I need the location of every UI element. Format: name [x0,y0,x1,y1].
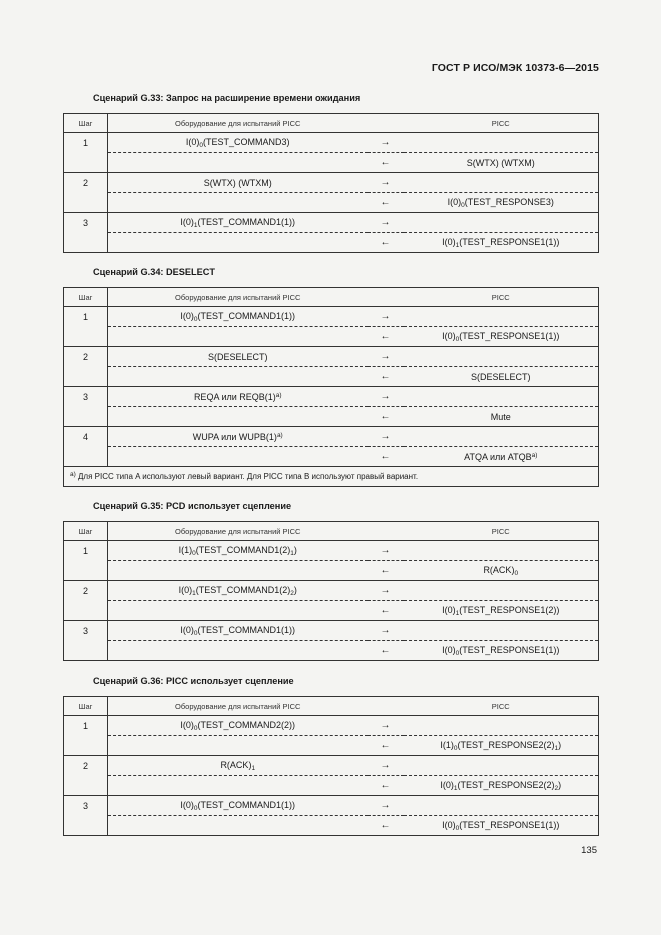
step-number: 2 [64,347,108,387]
scenario-g35 [63,501,599,661]
table-row [64,427,599,447]
header-row [64,114,599,133]
table-body [64,716,599,836]
picc-response [404,447,599,467]
cell-text-part: 0 [192,549,196,557]
arrow-right-icon: → [368,581,404,601]
picc-response: S(DESELECT) [404,367,599,387]
column-header-step: Шаг [64,288,108,307]
table-row [64,387,599,407]
scenario-title: Сценарий G.36: PICC использует сцепление [93,676,294,686]
picc-response: Mute [404,407,599,427]
pcd-command [108,736,368,756]
arrow-right-icon: → [368,387,404,407]
picc-response [404,621,599,641]
cell-text-part: (TEST_COMMAND3) [203,136,290,147]
picc-response [404,756,599,776]
cell-text-part: 0 [193,724,198,732]
cell-text-part: I(0) [180,216,194,227]
column-header-picc: PICC [404,288,599,307]
cell-text-part: R(ACK) [483,564,515,575]
table-row [64,233,599,253]
arrow-left-icon: ← [368,816,404,836]
arrow-left-icon: ← [368,601,404,621]
protocol-table [63,696,599,836]
table-footnote [64,467,599,487]
cell-text-part: (TEST_RESPONSE1(2)) [459,604,560,615]
picc-response [404,601,599,621]
picc-response [404,427,599,447]
column-header-step: Шаг [64,697,108,716]
pcd-command [108,621,368,641]
arrow-right-icon: → [368,796,404,816]
column-header-picc: PICC [404,114,599,133]
cell-text-part: 1 [192,589,196,597]
arrow-left-icon: ← [368,641,404,661]
pcd-command [108,153,368,173]
cell-text-part: ) [558,779,562,790]
cell-text-part: 1 [290,549,294,557]
protocol-table [63,521,599,661]
pcd-command [108,756,368,776]
table-head [64,288,599,307]
cell-text-part: (TEST_RESPONSE1(1)) [459,236,560,247]
cell-text-part: 0 [453,744,458,752]
cell-text-part: 1 [453,784,458,792]
pcd-command [108,561,368,581]
table-row [64,621,599,641]
cell-text-part: I(1) [178,544,193,555]
cell-text-part: I(0) [178,584,193,595]
cell-text-part: 0 [461,201,465,209]
pcd-command [108,193,368,213]
cell-text-part: 2 [554,784,559,792]
picc-response [404,716,599,736]
picc-response [404,387,599,407]
picc-response [404,307,599,327]
table-row [64,307,599,327]
scenario-g36 [63,676,599,836]
cell-text-part: (TEST_COMMAND1(1)) [197,799,296,810]
pcd-command [108,776,368,796]
cell-text-part: a) [531,451,538,459]
cell-text-part: 0 [455,335,460,343]
picc-response: S(WTX) (WTXM) [404,153,599,173]
table-row [64,601,599,621]
cell-text-part: (TEST_COMMAND1(1)) [197,216,296,227]
step-number: 3 [64,621,108,661]
cell-text-part: 1 [251,764,256,772]
step-number: 1 [64,307,108,347]
pcd-command [108,387,368,407]
pcd-command [108,641,368,661]
arrow-right-icon: → [368,173,404,193]
cell-text-part: (TEST_COMMAND2(2)) [197,719,296,730]
column-header-pcd: Оборудование для испытаний PICC [108,288,368,307]
arrow-right-icon: → [380,720,391,731]
page-number: 135 [581,845,597,856]
cell-text-part: (TEST_COMMAND1(1)) [197,624,296,635]
arrow-left-icon: ← [368,233,404,253]
arrow-left-icon: ← [368,447,404,467]
cell-text-part: 1 [554,744,559,752]
step-number: 4 [64,427,108,467]
cell-text-part: (TEST_COMMAND1(1)) [197,310,296,321]
picc-response [404,736,599,756]
column-header-direction [368,288,404,307]
arrow-left-icon: ← [368,407,404,427]
cell-text-part: 1 [455,241,460,249]
table-row [64,816,599,836]
pcd-command [108,233,368,253]
table-note-row [64,467,599,487]
pcd-command [108,816,368,836]
table-row [64,347,599,367]
arrow-right-icon: → [380,137,391,148]
cell-text-part: I(0) [447,196,462,207]
cell-text-part: REQA или REQB(1) [193,391,276,402]
table-row [64,756,599,776]
pcd-command [108,447,368,467]
cell-text-part: 0 [193,629,198,637]
cell-text-part: (TEST_RESPONSE1(1)) [459,330,560,341]
cell-text-part: 0 [193,315,198,323]
cell-text-part: (TEST_RESPONSE3) [464,196,554,207]
picc-response [404,213,599,233]
cell-text-part: I(1) [440,739,454,750]
arrow-right-icon: → [368,756,404,776]
picc-response [404,541,599,561]
step-number: 2 [64,581,108,621]
step-number: 3 [64,796,108,836]
table-head [64,697,599,716]
cell-text-part: (TEST_COMMAND1(2) [195,544,291,555]
header-row [64,697,599,716]
picc-response [404,133,599,153]
pcd-command [108,796,368,816]
table-body [64,133,599,253]
cell-text-part: 0 [193,804,198,812]
cell-text-part: WUPA или WUPB(1) [192,431,277,442]
column-header-picc: PICC [404,697,599,716]
arrow-right-icon: → [380,311,391,322]
picc-response [404,776,599,796]
pcd-command [108,716,368,736]
cell-text-part: I(0) [180,310,194,321]
column-header-direction [368,697,404,716]
column-header-step: Шаг [64,522,108,541]
table-row [64,327,599,347]
picc-response [404,581,599,601]
table-row [64,447,599,467]
cell-text-part: 0 [199,141,204,149]
arrow-left-icon: ← [368,153,404,173]
pcd-command [108,327,368,347]
cell-text-part: R(ACK) [220,759,252,770]
table-row [64,641,599,661]
table-row [64,173,599,193]
table-row [64,561,599,581]
cell-text-part: (TEST_RESPONSE1(1)) [459,819,560,830]
cell-text-part: a) [275,391,282,399]
cell-text-part: (TEST_RESPONSE2(2) [457,739,555,750]
table-row [64,133,599,153]
step-number: 1 [64,541,108,581]
picc-response [404,796,599,816]
header-row [64,522,599,541]
table-row [64,796,599,816]
scenario-title: Сценарий G.35: PCD использует сцепление [93,501,292,511]
table-row [64,193,599,213]
column-header-pcd: Оборудование для испытаний PICC [108,522,368,541]
picc-response [404,561,599,581]
step-number: 3 [64,387,108,427]
cell-text-part: 0 [514,569,519,577]
table-body [64,307,599,487]
cell-text-part: a) [276,431,283,439]
cell-text-part: ) [558,739,562,750]
pcd-command [108,133,368,153]
step-number: 1 [64,716,108,756]
picc-response [404,173,599,193]
cell-text-part: I(0) [180,624,194,635]
pcd-command [108,213,368,233]
cell-text-part: 0 [455,824,460,832]
table-row [64,407,599,427]
column-header-pcd: Оборудование для испытаний PICC [108,697,368,716]
column-header-direction [368,114,404,133]
scenario-g34 [63,267,599,487]
pcd-command [108,541,368,561]
picc-response [404,327,599,347]
cell-text-part: I(0) [180,799,194,810]
step-number: 2 [64,756,108,796]
footnote-text: Для PICC типа A используют левый вариант. Для PICC типа B используют правый вариант. [75,472,419,481]
cell-text-part: (TEST_COMMAND1(2) [195,584,291,595]
scenario-title: Сценарий G.34: DESELECT [93,267,216,277]
cell-text-part: I(0) [442,330,456,341]
cell-text-part: I(0) [440,779,454,790]
cell-text-part: 1 [193,221,198,229]
cell-text-part: (TEST_RESPONSE1(1)) [459,644,560,655]
column-header-pcd: Оборудование для испытаний PICC [108,114,368,133]
cell-text-part: (TEST_RESPONSE2(2) [457,779,555,790]
arrow-left-icon: ← [368,193,404,213]
table-row [64,736,599,756]
arrow-left-icon: ← [368,561,404,581]
table-row [64,776,599,796]
cell-text-part: 1 [455,609,460,617]
cell-text-part: 2 [290,589,294,597]
scenario-title: Сценарий G.33: Запрос на расширение времени ожидания [93,93,361,103]
cell-text-part: I(0) [442,604,456,615]
arrow-right-icon: → [368,621,404,641]
arrow-right-icon: → [368,427,404,447]
arrow-left-icon: ← [368,327,404,347]
protocol-table [63,287,599,487]
picc-response [404,233,599,253]
pcd-command [108,427,368,447]
arrow-right-icon: → [380,545,391,556]
step-number: 1 [64,133,108,173]
cell-text-part: ) [293,544,297,555]
cell-text-part: 0 [455,649,460,657]
cell-text-part: ATQA или ATQB [464,451,532,462]
cell-text-part: I(0) [442,236,456,247]
picc-response [404,816,599,836]
header-row [64,288,599,307]
column-header-picc: PICC [404,522,599,541]
step-number: 2 [64,173,108,213]
column-header-step: Шаг [64,114,108,133]
arrow-right-icon: → [368,213,404,233]
column-header-direction [368,522,404,541]
arrow-right-icon: → [368,347,404,367]
table-head [64,522,599,541]
pcd-command [108,367,368,387]
cell-text-part: I(0) [442,819,456,830]
cell-text-part: I(0) [185,136,200,147]
pcd-command [108,581,368,601]
table-row [64,213,599,233]
table-body [64,541,599,661]
cell-text-part: ) [293,584,297,595]
scenario-g33 [63,93,599,253]
document-id: ГОСТ Р ИСО/МЭК 10373-6—2015 [431,62,599,74]
cell-text-part: I(0) [442,644,456,655]
pcd-command [108,601,368,621]
pcd-command: S(WTX) (WTXM) [108,173,368,193]
pcd-command [108,407,368,427]
table-row [64,367,599,387]
table-row [64,581,599,601]
table-head [64,114,599,133]
picc-response [404,347,599,367]
arrow-left-icon: ← [368,776,404,796]
arrow-left-icon: ← [368,736,404,756]
pcd-command: S(DESELECT) [108,347,368,367]
table-row [64,153,599,173]
table-row [64,541,599,561]
cell-text-part: I(0) [180,719,194,730]
step-number: 3 [64,213,108,253]
arrow-left-icon: ← [368,367,404,387]
protocol-table [63,113,599,253]
footnote-marker: a) [70,471,76,478]
pcd-command [108,307,368,327]
table-row [64,716,599,736]
picc-response [404,193,599,213]
picc-response [404,641,599,661]
